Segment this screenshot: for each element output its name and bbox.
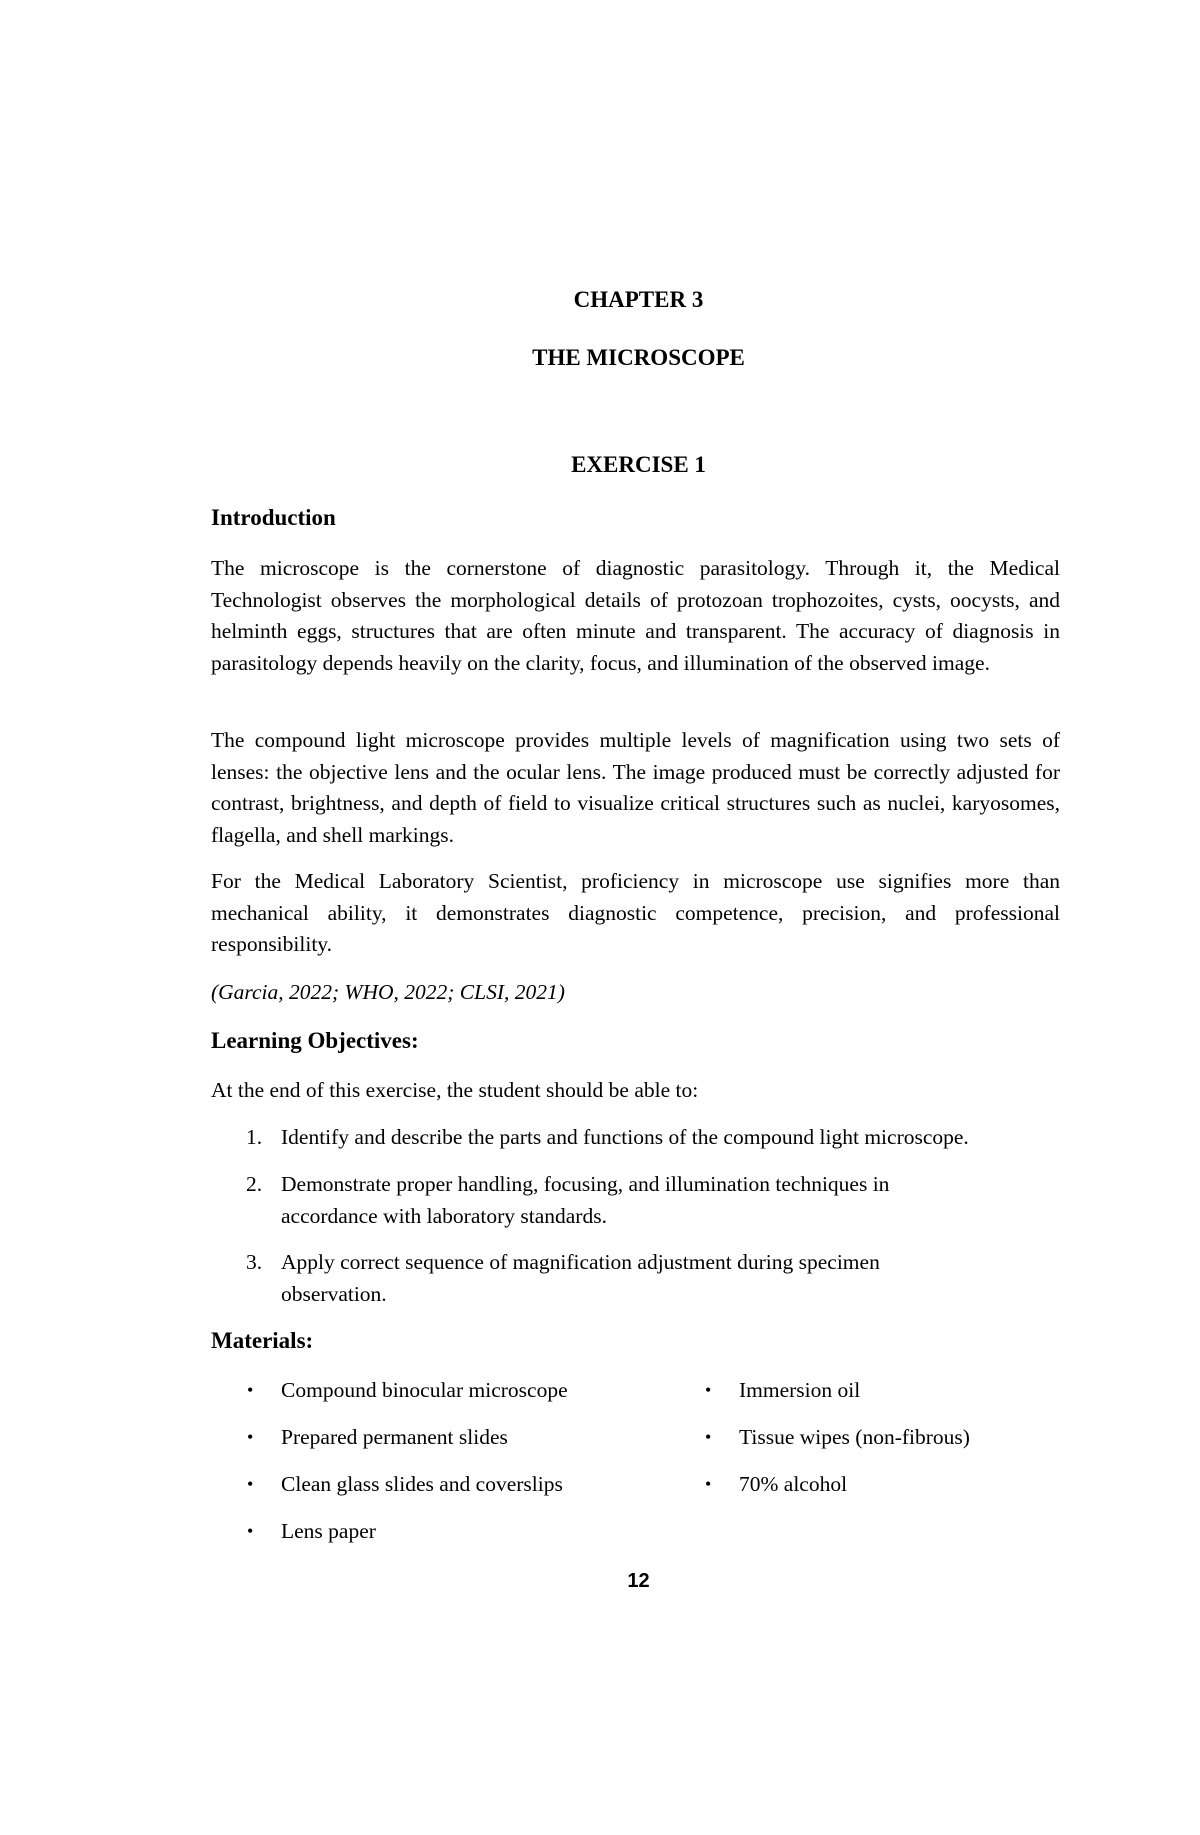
bullet-icon: •: [247, 1380, 254, 1400]
bullet-icon: •: [705, 1427, 712, 1447]
exercise-heading: EXERCISE 1: [571, 452, 706, 477]
list-item-text: Apply correct sequence of magnification adjustment during specimen observation.: [281, 1250, 880, 1306]
chapter-title: THE MICROSCOPE: [532, 345, 745, 370]
material-item: Compound binocular microscope: [281, 1378, 568, 1402]
materials-heading: Materials:: [211, 1328, 314, 1353]
bullet-icon: •: [705, 1380, 712, 1400]
list-item-text: Identify and describe the parts and functions of the compound light microscope.: [281, 1125, 969, 1149]
list-item-number: 1.: [246, 1125, 263, 1149]
material-item: Lens paper: [281, 1519, 376, 1543]
material-item: Immersion oil: [739, 1378, 861, 1402]
objectives-lead: At the end of this exercise, the student should be able to:: [211, 1078, 699, 1102]
list-item-number: 3.: [246, 1250, 263, 1274]
introduction-paragraph-2: The compound light microscope provides multiple levels of magnification using two sets of lenses: the objective lens and the ocular lens. The image produced must be correctly adjusted for contrast, brightness, and depth of field to visualize critical structures such as nuclei, karyosomes, flagella, and shell markings.: [211, 728, 1060, 847]
introduction-paragraph-3: For the Medical Laboratory Scientist, proficiency in microscope use signifies more than mechanical ability, it demonstrates diagnostic competence, precision, and professional responsibility.: [211, 869, 1060, 956]
list-item-text: Demonstrate proper handling, focusing, and illumination techniques in accordance with laboratory standards.: [281, 1172, 890, 1228]
learning-objectives-heading: Learning Objectives:: [211, 1028, 419, 1053]
bullet-icon: •: [247, 1521, 254, 1541]
chapter-heading: CHAPTER 3: [573, 287, 704, 312]
material-item: Clean glass slides and coverslips: [281, 1472, 563, 1496]
introduction-heading: Introduction: [211, 505, 336, 530]
list-item-number: 2.: [246, 1172, 263, 1196]
bullet-icon: •: [705, 1474, 712, 1494]
page-number: 12: [627, 1570, 650, 1592]
bullet-icon: •: [247, 1427, 254, 1447]
bullet-icon: •: [247, 1474, 254, 1494]
material-item: Tissue wipes (non-fibrous): [739, 1425, 970, 1449]
citation: (Garcia, 2022; WHO, 2022; CLSI, 2021): [211, 980, 565, 1004]
material-item: Prepared permanent slides: [281, 1425, 508, 1449]
material-item: 70% alcohol: [739, 1472, 848, 1496]
introduction-paragraph-1: The microscope is the cornerstone of diagnostic parasitology. Through it, the Medical Technologist observes the morphological details of protozoan trophozoites, cysts, oocysts, and helminth eggs, structures that are often minute and transparent. The accuracy of diagnosis in parasitology depends heavily on the clarity, focus, and illumination of the observed image.: [211, 556, 1060, 675]
